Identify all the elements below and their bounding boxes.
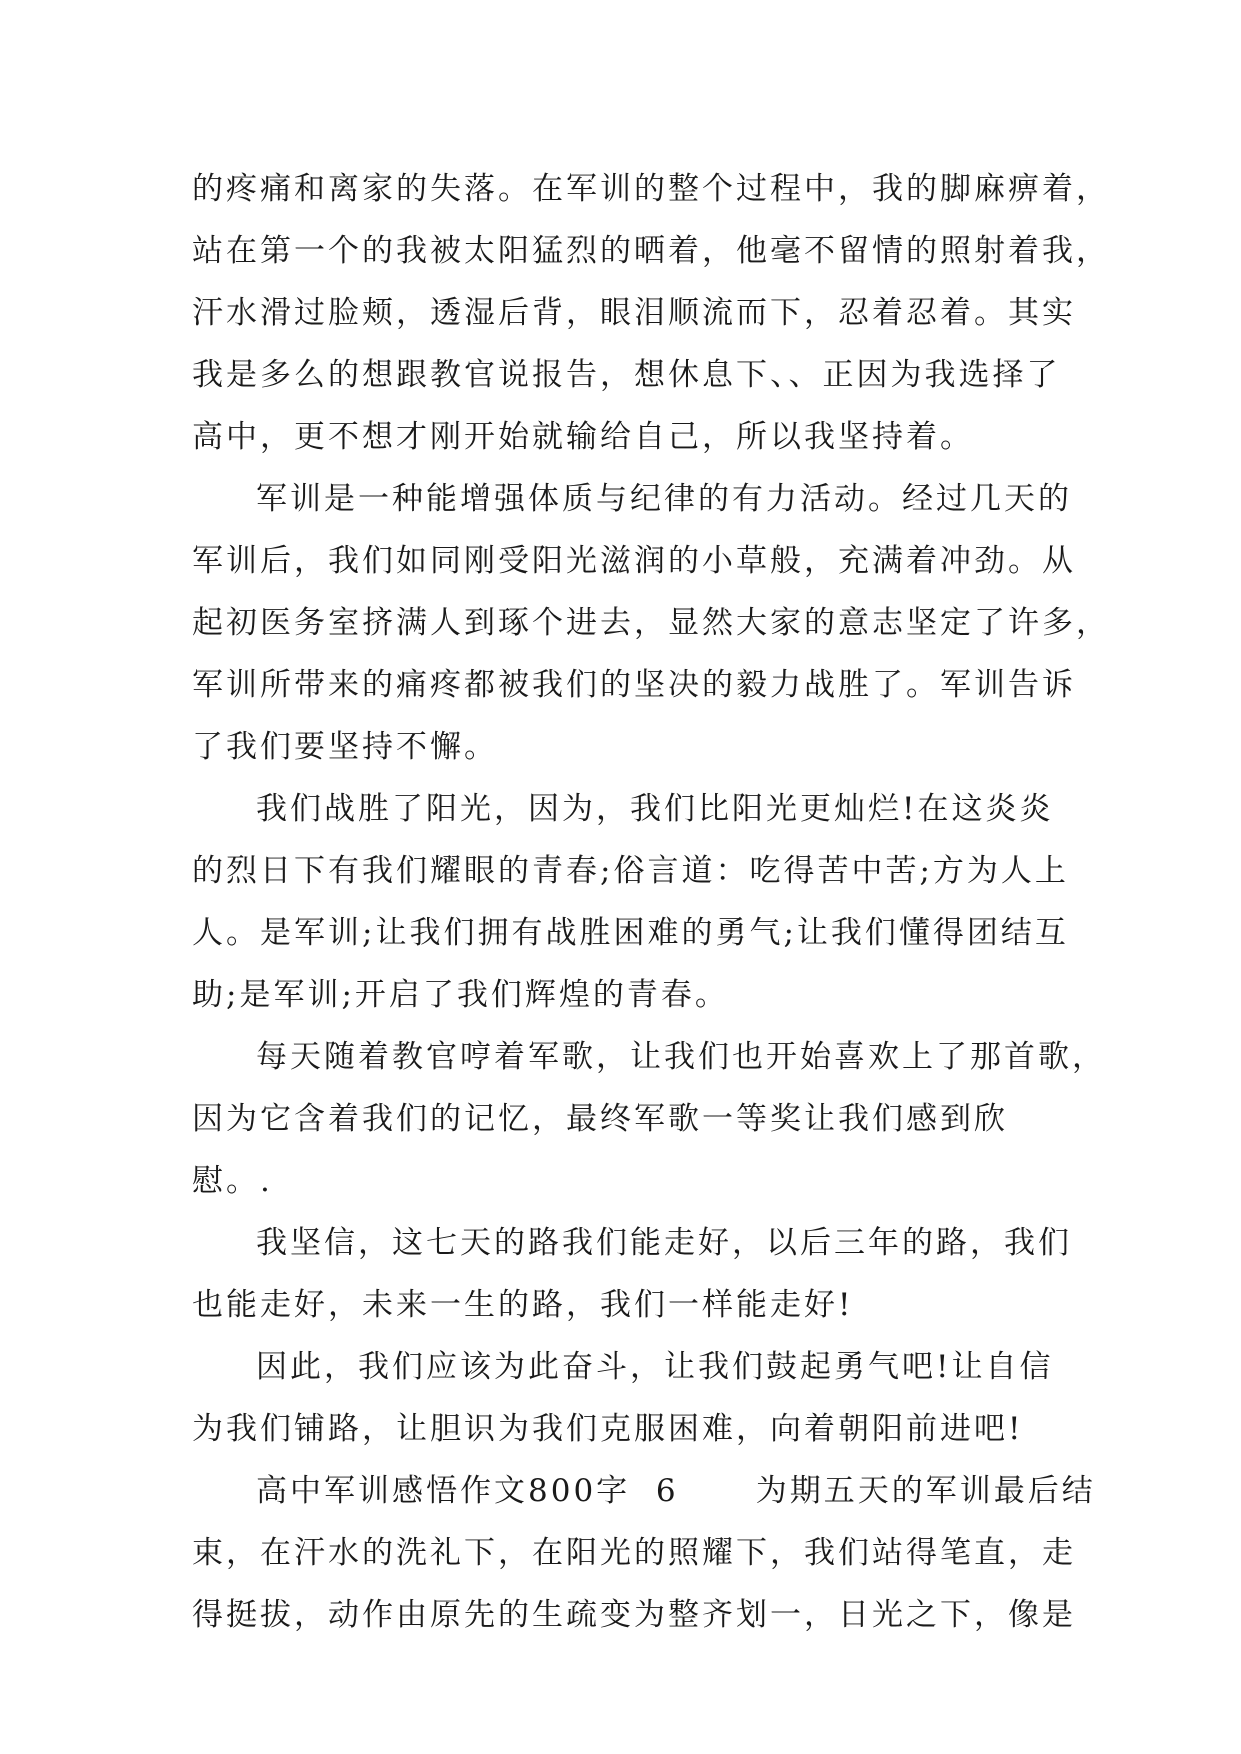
text-line: 起初医务室挤满人到琢个进去，显然大家的意志坚定了许多，: [192, 605, 1110, 641]
text-line: 慰。.: [192, 1163, 273, 1199]
paragraph-first-line: 我坚信，这七天的路我们能走好，以后三年的路，我们: [256, 1225, 1072, 1261]
text-line: 站在第一个的我被太阳猛烈的晒着，他毫不留情的照射着我，: [192, 233, 1110, 269]
text-line: 的烈日下有我们耀眼的青春;俗言道：吃得苦中苦;方为人上: [192, 853, 1069, 889]
paragraph-first-line: 每天随着教官哼着军歌，让我们也开始喜欢上了那首歌，: [256, 1039, 1106, 1075]
text-line: 因为它含着我们的记忆，最终军歌一等奖让我们感到欣: [192, 1101, 1008, 1137]
paragraph-first-line: 因此，我们应该为此奋斗，让我们鼓起勇气吧!让自信: [256, 1349, 1054, 1385]
text-line: 军训后，我们如同刚受阳光滋润的小草般，充满着冲劲。从: [192, 543, 1076, 579]
text-line: 得挺拔，动作由原先的生疏变为整齐划一，日光之下，像是: [192, 1597, 1076, 1633]
text-line: 的疼痛和离家的失落。在军训的整个过程中，我的脚麻痹着，: [192, 171, 1110, 207]
text-line: 束，在汗水的洗礼下，在阳光的照耀下，我们站得笔直，走: [192, 1535, 1076, 1571]
text-line: 人。是军训;让我们拥有战胜困难的勇气;让我们懂得团结互: [192, 915, 1069, 951]
text-line: 也能走好，未来一生的路，我们一样能走好!: [192, 1287, 854, 1323]
text-line: 军训所带来的痛疼都被我们的坚决的毅力战胜了。军训告诉: [192, 667, 1076, 703]
text-line: 我是多么的想跟教官说报告，想休息下、、正因为我选择了: [192, 357, 1061, 393]
paragraph-first-line: 军训是一种能增强体质与纪律的有力活动。经过几天的: [256, 481, 1072, 517]
body-text: [192, 158, 1110, 1646]
text-line: 助;是军训;开启了我们辉煌的青春。: [192, 977, 729, 1013]
paragraph-first-line: 我们战胜了阳光，因为，我们比阳光更灿烂!在这炎炎: [256, 791, 1054, 827]
text-line: 了我们要坚持不懈。: [192, 729, 498, 765]
text-line: 为我们铺路，让胆识为我们克服困难，向着朝阳前进吧!: [192, 1411, 1024, 1447]
paragraph-first-line: 高中军训感悟作文800字 6 为期五天的军训最后结: [256, 1473, 1096, 1509]
text-line: 高中，更不想才刚开始就输给自己，所以我坚持着。: [192, 419, 974, 455]
text-line: 汗水滑过脸颊，透湿后背，眼泪顺流而下，忍着忍着。其实: [192, 295, 1076, 331]
